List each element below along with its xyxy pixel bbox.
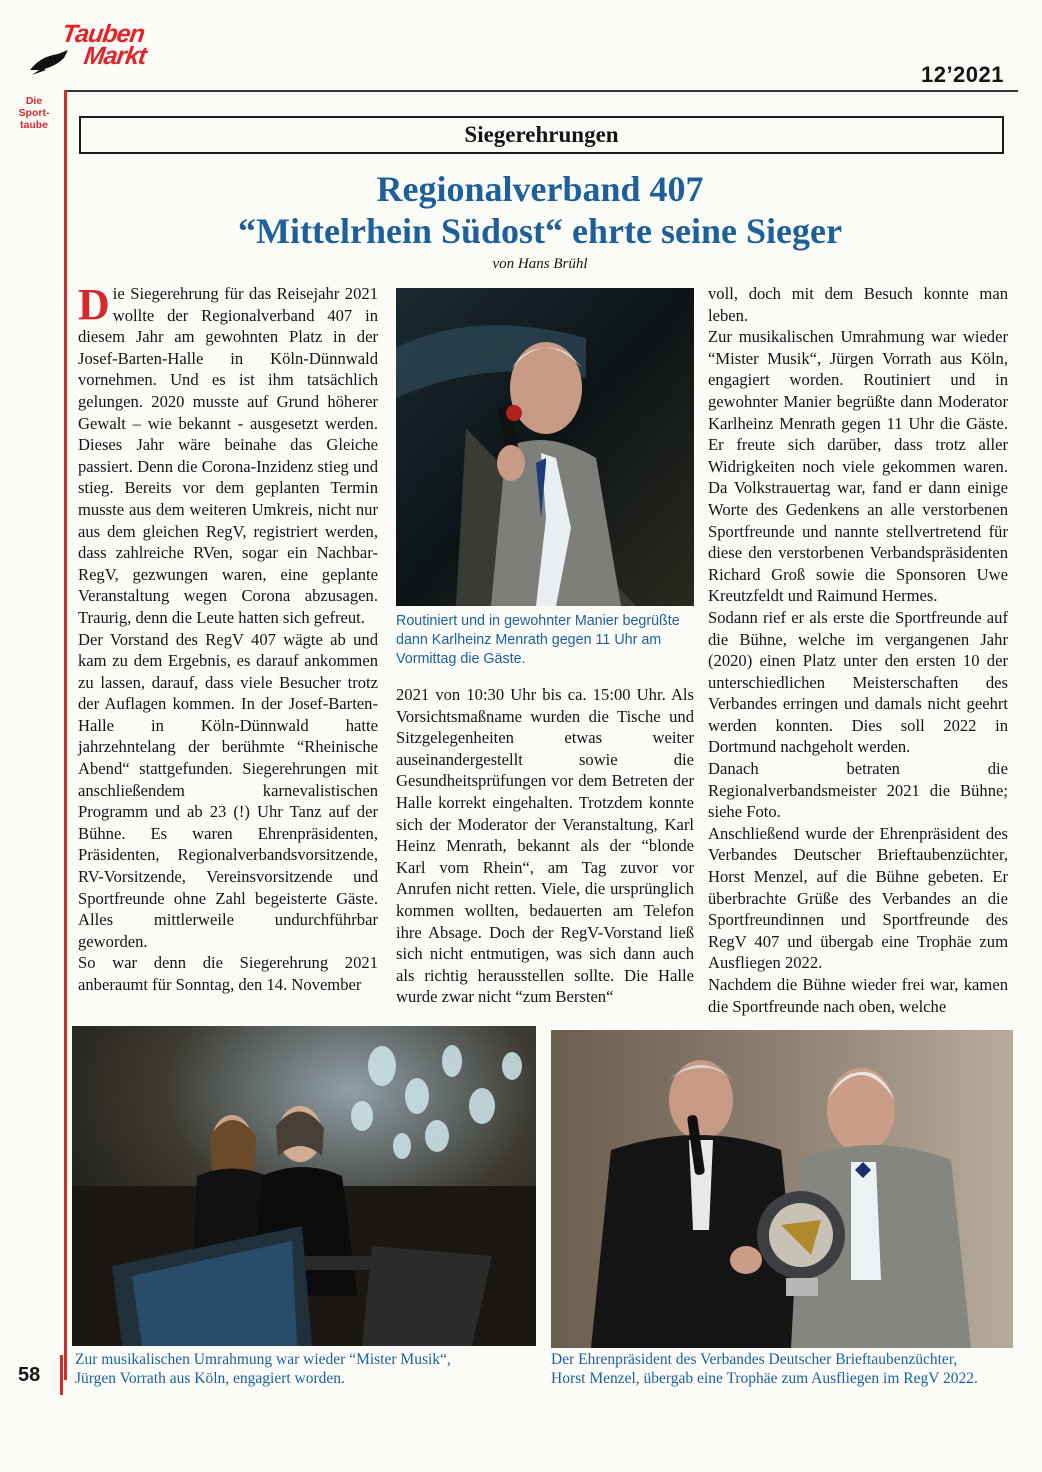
paragraph: So war denn die Siegerehrung 2021 anberaumt für Sonntag, den 14. November [78, 953, 378, 994]
drop-cap: D [78, 280, 110, 329]
article-title-line2: “Mittelrhein Südost“ ehrte seine Sieger [238, 211, 842, 251]
issue-number: 12’2021 [920, 62, 1004, 87]
photo-caption: Der Ehrenpräsident des Verbandes Deutscher Brieftaubenzüchter, Horst Menzel, übergab eine Trophäe zum Ausfliegen im RegV 2022. [551, 1351, 978, 1387]
page-number: 58 [18, 1364, 41, 1386]
paragraph: Anschließend wurde der Ehrenpräsident des Verbandes Deutscher Brieftaubenzüchter, Horst Menzel, auf die Bühne gebeten. Er überbrachte Grüße des Verbandes an die Sportfreundinnen und Sportfreunde des RegV 407 und übergab eine Trophäe zum Ausfliegen 2022. [708, 823, 1008, 973]
paragraph: Sodann rief er als erste die Sportfreunde auf die Bühne, welche im vergangenen Jahr (2020) einen Platz unter den ersten 10 der unterschiedlichen Meisterschaften des Verbandes erringen und damals nicht geehrt werden konnten. Dies soll 2022 in Dortmund nachgeholt werden. [708, 607, 1008, 757]
accent-vertical-line [64, 90, 67, 1380]
article-column-1 [78, 280, 378, 996]
article-byline: von Hans Brühl [492, 256, 588, 272]
photo-caption: Routiniert und in gewohnter Manier begrüßte dann Karlheinz Menrath gegen 11 Uhr am Vormittag die Gäste. [396, 613, 680, 667]
paragraph: Nachdem die Bühne wieder frei war, kamen die Sportfreunde nach oben, welche [708, 975, 1008, 1016]
paragraph: Die Siegerehrung für das Reisejahr 2021 wollte der Regionalverband 407 in diesem Jahr am gewohnten Platz in der Josef-Barten-Halle in Köln-Dünnwald vornehmen. Und es ist ihm tatsächlich gelungen. 2020 musste auf Grund höherer Gewalt – wie bekannt - ausgesetzt werden. Dieses Jahr wäre beinahe das Gleiche passiert. Denn die Corona-Inzidenz stieg und stieg. Bereits vor dem geplanten Termin musste aus dem weiteren Umkreis, nicht nur aus dem gleichen RegV, registriert werden, dass zahlreiche RVen, sogar ein Nachbar-RegV, gezwungen waren, eine geplante Veranstaltung wegen Corona abzusagen. Traurig, denn die Leute hatten sich gefreut. [78, 280, 378, 627]
paragraph: Zur musikalischen Umrahmung war wieder “Mister Musik“, Jürgen Vorrath aus Köln, engagiert worden. Routiniert und in gewohnter Manier begrüßte dann Moderator Karlheinz Menrath gegen 11 Uhr die Gäste. Er freute sich darüber, dass trotz aller Widrigkeiten noch viele gekommen waren. Da Volkstrauertag war, fand er dann einige Worte des Gedenkens an alle verstorbenen Sportfreunde und nannte stellvertretend für diese den verstorbenen Verbandspräsidenten Richard Groß sowie die Sponsoren Uwe Kreutzfeldt und Raimund Hermes. [708, 327, 1008, 606]
accent-vertical-line-bottom [60, 1355, 63, 1395]
photo-caption: Zur musikalischen Umrahmung war wieder “Mister Musik“, Jürgen Vorrath aus Köln, engagiert worden. [75, 1351, 451, 1387]
paragraph: Der Vorstand des RegV 407 wägte ab und kam zu dem Ergebnis, es darauf ankommen zu lassen, darauf, dass viele Besucher trotz der Auflagen kommen. In der Josef-Barten-Halle in Köln-Dünnwald hatte jahrzehntelang der berühmte “Rheinische Abend“ stattgefunden. Siegerehrungen mit anschließendem karnevalistischen Programm und ab 23 (!) Uhr Tanz auf der Bühne. Es waren Ehrenpräsidenten, Präsidenten, Regionalverbandsvorsitzende, RV-Vorsitzende, Vereinsvorsitzende und Sportfreunde ohne Zahl begeisterte Gäste. Alles mittlerweile undurchführbar geworden. [78, 629, 378, 951]
article-title-line1: Regionalverband 407 [376, 169, 704, 209]
magazine-logo [28, 18, 178, 78]
logo-word-markt: Markt [82, 42, 148, 70]
paragraph: Danach betraten die Regionalverbandsmeister 2021 die Bühne; siehe Foto. [708, 759, 1008, 822]
header-rule [66, 90, 1018, 92]
article-column-2 [396, 684, 694, 1008]
photo-musicians [72, 1026, 536, 1346]
pigeon-logo-icon [28, 48, 72, 76]
section-heading: Siegerehrungen [79, 116, 1004, 154]
side-label: Die Sport-taube [18, 95, 50, 131]
paragraph: 2021 von 10:30 Uhr bis ca. 15:00 Uhr. Als Vorsichtsmaßname wurden die Tische und Sitzgelegenheiten etwas weiter auseinandergestellt sowie die Gesundheitsprüfungen vor dem Betreten der Halle korrekt eingehalten. Trotzdem konnte sich der Moderator der Veranstaltung, Karl Heinz Menrath, bekannt als der “blonde Karl vom Rhein“, am Tag zuvor vor Anrufen nicht retten. Viele, die ursprünglich kommen wollten, bedauerten am Telefon ihre Absage. Doch der RegV-Vorstand ließ sich nicht entmutigen, was sich dann auch als richtig herausstellen sollte. Die Halle wurde zwar nicht “zum Bersten“ [396, 685, 694, 1007]
paragraph: voll, doch mit dem Besuch konnte man leben. [708, 284, 1008, 325]
logo-word-tauben: Tauben [60, 20, 147, 48]
photo-moderator [396, 288, 694, 606]
photo-trophy-handover [551, 1030, 1013, 1348]
article-column-3 [708, 283, 1008, 1017]
